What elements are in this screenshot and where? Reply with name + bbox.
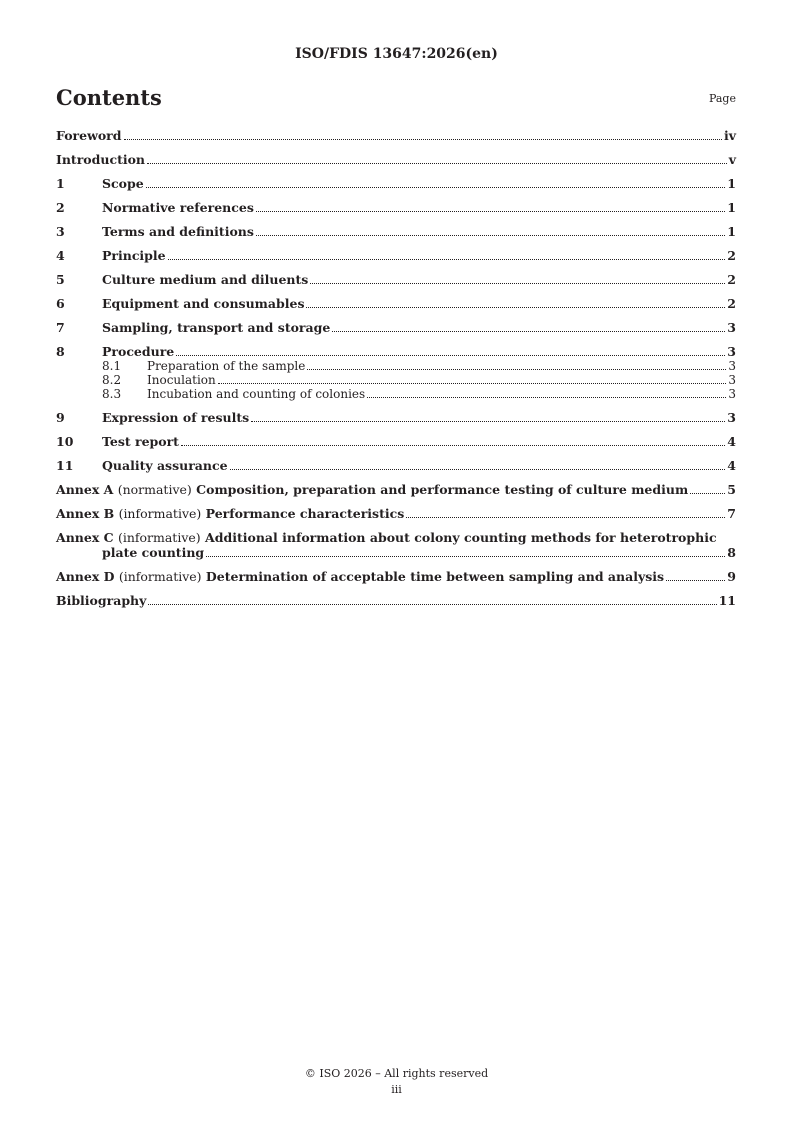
toc-entry-title: Equipment and consumables — [102, 296, 305, 311]
toc-entry-clause-8[interactable] — [56, 344, 736, 359]
toc-entry-annex-d[interactable] — [56, 569, 736, 584]
toc-entry-title: Sampling, transport and storage — [102, 320, 331, 335]
toc-entry-title: Terms and definitions — [102, 224, 254, 239]
toc-entry-title: Foreword — [56, 128, 122, 143]
toc-entry-page: 1 — [727, 224, 736, 239]
document-id-header: ISO/FDIS 13647:2026(en) — [295, 46, 498, 62]
toc-entry-title — [56, 569, 664, 584]
dot-leader — [307, 369, 726, 370]
toc-entry-title: Scope — [102, 176, 144, 191]
table-of-contents — [56, 128, 736, 608]
toc-entry-annex-b[interactable] — [56, 506, 736, 521]
annex-title: Composition, preparation and performance testing of culture medium — [196, 482, 689, 497]
toc-entry-title: Bibliography — [56, 593, 147, 608]
annex-title: Determination of acceptable time between sampling and analysis — [205, 569, 665, 584]
copyright-footer: © ISO 2026 – All rights reserved — [304, 1067, 489, 1080]
page-number: iii — [391, 1083, 402, 1096]
annex-type: (normative) — [117, 482, 192, 497]
toc-entry-clause-1[interactable] — [56, 176, 736, 191]
toc-entry-page: 5 — [727, 482, 736, 497]
toc-entry-page: 11 — [718, 593, 736, 608]
toc-entry-clause-7[interactable] — [56, 320, 736, 335]
toc-entry-number: 8.3 — [102, 387, 122, 401]
toc-entry-number: 7 — [56, 320, 65, 335]
dot-leader — [306, 307, 725, 308]
annex-title: Performance characteristics — [205, 506, 405, 521]
toc-entry-clause-10[interactable] — [56, 434, 736, 449]
toc-entry-number: 10 — [56, 434, 74, 449]
dot-leader — [256, 235, 725, 236]
annex-type: (informative) — [118, 569, 202, 584]
toc-entry-page: 7 — [727, 506, 736, 521]
annex-title: Additional information about colony counting methods for heterotrophic — [205, 530, 717, 545]
toc-entry-clause-4[interactable] — [56, 248, 736, 263]
toc-entry-page: 1 — [727, 176, 736, 191]
page-column-label: Page — [708, 92, 736, 105]
dot-leader — [666, 580, 725, 581]
toc-entry-subclause-8-1[interactable] — [56, 359, 736, 373]
dot-leader — [230, 469, 726, 470]
toc-entry-page: 8 — [727, 545, 736, 560]
toc-entry-title: Introduction — [56, 152, 146, 167]
annex-type: (informative) — [117, 530, 201, 545]
toc-entry-page: 9 — [727, 569, 736, 584]
toc-entry-page: 2 — [727, 272, 736, 287]
toc-entry-bibliography[interactable] — [56, 593, 736, 608]
dot-leader — [256, 211, 725, 212]
toc-entry-page: 3 — [728, 359, 736, 373]
toc-entry-number: 5 — [56, 272, 65, 287]
dot-leader — [148, 604, 716, 605]
toc-entry-page: 3 — [727, 344, 736, 359]
toc-entry-title — [56, 506, 404, 521]
toc-entry-number: 3 — [56, 224, 65, 239]
dot-leader — [124, 139, 722, 140]
toc-entry-title: Procedure — [102, 344, 175, 359]
toc-entry-title: Culture medium and diluents — [102, 272, 309, 287]
toc-entry-number: 1 — [56, 176, 65, 191]
annex-label: Annex C — [56, 530, 114, 545]
toc-entry-page: iv — [723, 128, 736, 143]
toc-entry-introduction[interactable] — [56, 152, 736, 167]
toc-entry-page: 4 — [727, 458, 736, 473]
toc-entry-title: Preparation of the sample — [147, 359, 306, 373]
toc-entry-subclause-8-3[interactable] — [56, 387, 736, 401]
toc-entry-clause-3[interactable] — [56, 224, 736, 239]
toc-entry-page: v — [728, 152, 736, 167]
toc-entry-clause-6[interactable] — [56, 296, 736, 311]
dot-leader — [176, 355, 725, 356]
contents-heading: Contents — [56, 85, 162, 110]
toc-entry-page: 3 — [727, 320, 736, 335]
dot-leader — [332, 331, 725, 332]
annex-label: Annex A — [56, 482, 114, 497]
toc-entry-page: 4 — [727, 434, 736, 449]
toc-entry-title — [56, 530, 736, 545]
toc-entry-page: 2 — [727, 296, 736, 311]
toc-entry-title: Normative references — [102, 200, 254, 215]
annex-title-continuation: plate counting — [102, 545, 205, 560]
dot-leader — [181, 445, 725, 446]
toc-entry-page: 3 — [728, 387, 736, 401]
toc-entry-number: 4 — [56, 248, 65, 263]
toc-entry-number: 8.1 — [102, 359, 122, 373]
annex-label: Annex D — [56, 569, 115, 584]
toc-entry-page: 3 — [727, 410, 736, 425]
toc-entry-page: 2 — [727, 248, 736, 263]
dot-leader — [168, 259, 726, 260]
toc-entry-title: Principle — [102, 248, 166, 263]
dot-leader — [146, 187, 726, 188]
dot-leader — [206, 556, 725, 557]
dot-leader — [251, 421, 725, 422]
toc-entry-number: 8.2 — [102, 373, 122, 387]
toc-entry-title: Incubation and counting of colonies — [147, 387, 366, 401]
toc-entry-subclause-8-2[interactable] — [56, 373, 736, 387]
dot-leader — [406, 517, 725, 518]
toc-entry-page: 1 — [727, 200, 736, 215]
annex-label: Annex B — [56, 506, 115, 521]
toc-entry-page: 3 — [728, 373, 736, 387]
toc-entry-number: 2 — [56, 200, 65, 215]
dot-leader — [147, 163, 727, 164]
dot-leader — [310, 283, 725, 284]
toc-entry-title: Inoculation — [147, 373, 216, 387]
dot-leader — [367, 397, 726, 398]
toc-entry-annex-a[interactable] — [56, 482, 736, 497]
toc-entry-number: 11 — [56, 458, 74, 473]
dot-leader — [690, 493, 725, 494]
annex-type: (informative) — [118, 506, 202, 521]
toc-entry-title: Quality assurance — [102, 458, 228, 473]
toc-entry-annex-c[interactable] — [56, 530, 736, 560]
toc-entry-clause-5[interactable] — [56, 272, 736, 287]
toc-entry-title: Expression of results — [102, 410, 250, 425]
toc-entry-title: Test report — [102, 434, 179, 449]
toc-entry-number: 8 — [56, 344, 65, 359]
toc-entry-continuation — [56, 545, 736, 560]
dot-leader — [218, 383, 727, 384]
toc-entry-clause-9[interactable] — [56, 410, 736, 425]
toc-entry-number: 9 — [56, 410, 65, 425]
toc-entry-clause-2[interactable] — [56, 200, 736, 215]
toc-entry-title — [56, 482, 688, 497]
toc-entry-foreword[interactable] — [56, 128, 736, 143]
toc-entry-number: 6 — [56, 296, 65, 311]
toc-entry-clause-11[interactable] — [56, 458, 736, 473]
